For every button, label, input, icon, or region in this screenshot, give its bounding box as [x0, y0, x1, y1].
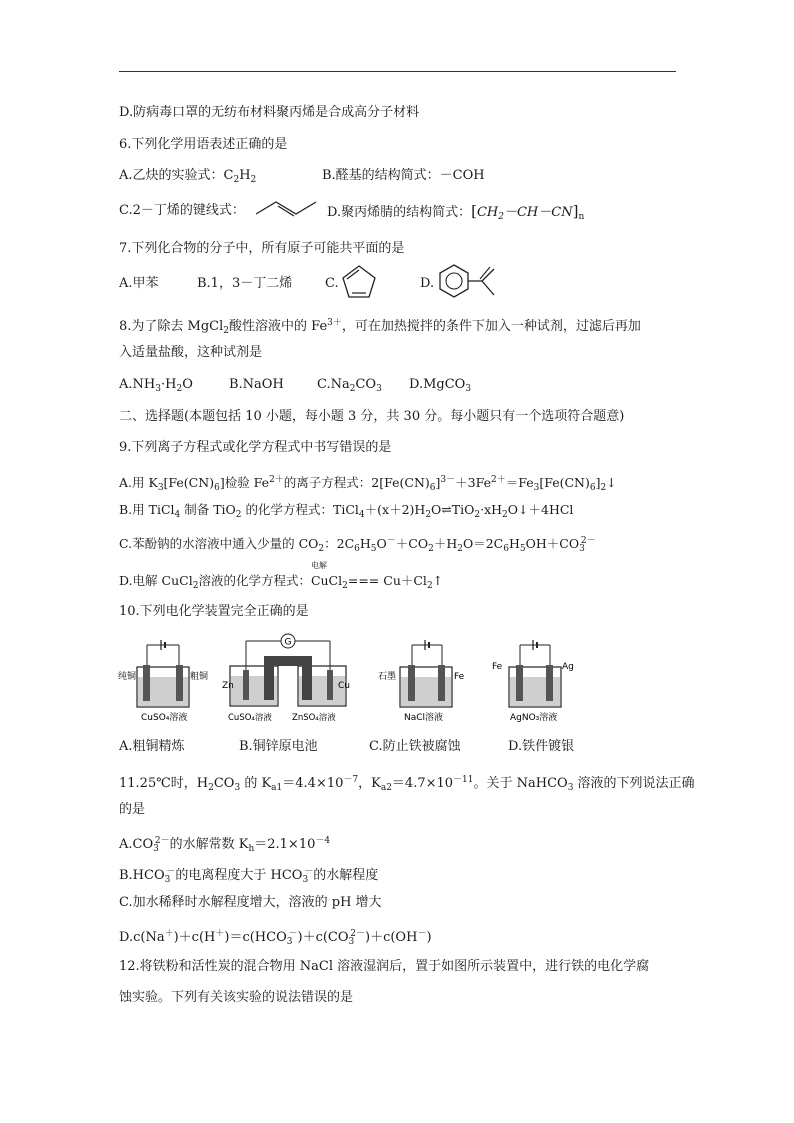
q8-option-a: $A.NH_3\cdot H_2O$: [119, 377, 193, 394]
fig-b-left-label: Zn: [222, 681, 234, 691]
q10-option-c: C.防止铁被腐蚀: [369, 739, 461, 754]
q12-stem-line1: 12.将铁粉和活性炭的混合物用 NaCl 溶液湿润后，置于如图所示装置中，进行铁的电化学腐: [119, 959, 650, 974]
q6-option-a: A.乙炔的实验式：$C_2H_2$: [119, 168, 257, 185]
fig-d-right-label: Ag: [562, 662, 574, 672]
q8-option-b: B.NaOH: [229, 377, 284, 392]
figure-b-zinc-copper-cell: [222, 630, 354, 725]
q8-option-c: $C.Na_2CO_3$: [317, 377, 382, 394]
figure-d-silver-plating: [490, 635, 582, 725]
q8-stem-line1: 8.为了除去 MgCl$_2$酸性溶液中的 $Fe^{3+}$，可在加热搅拌的条件下加入一种试剂，过滤后再加: [119, 318, 641, 336]
q5-option-d: D.防病毒口罩的无纺布材料聚丙烯是合成高分子材料: [119, 105, 420, 120]
fig-a-left-label: 纯铜: [118, 672, 137, 682]
q6-stem: 6.下列化学用语表述正确的是: [119, 137, 288, 152]
figure-c-iron-protection: [376, 635, 470, 725]
q9-option-b: B.用 TiCl$_4$ 制备 TiO$_2$ 的化学方程式：$TiCl_4+(x+2)H_2O\rightleftharpoons TiO_2\cdot xH_2O↓+4HCl$: [119, 502, 574, 520]
q11-stem-line2: 的是: [119, 802, 146, 817]
2-butene-skeletal-formula: [254, 196, 324, 218]
q11-option-b: $B.HCO_3^-$的电离程度大于 $HCO_3^-$的水解程度: [119, 867, 379, 885]
fig-d-solution-label: AgNO₃溶液: [510, 713, 558, 723]
q7-option-a: A.甲苯: [119, 276, 159, 291]
section-2-title: 二、选择题(本题包括 10 小题，每小题 3 分，共 30 分。每小题只有一个选项符合题意): [119, 409, 625, 424]
q9-option-a: A.用 $K_3[Fe(CN)_6]$检验 $Fe^{2+}$的离子方程式：$2[Fe(CN)_6]^{3-}+3Fe^{2+}=Fe_3[Fe(CN)_6]_2↓$: [119, 475, 617, 493]
q9-option-d: D.电解 CuCl$_2$溶液的化学方程式：CuCl$_2$=== $Cu+Cl_2↑$: [119, 573, 444, 591]
fig-c-left-label: 石墨: [378, 672, 397, 682]
q7-option-b: B.1，3－丁二烯: [197, 276, 293, 291]
fig-c-solution-label: NaCl溶液: [404, 713, 444, 723]
galvanometer-label: G: [284, 637, 292, 648]
q6-option-d: D.聚丙烯腈的结构简式：$[CH_2-CH-CN]_n$: [327, 202, 585, 222]
q12-stem-line2: 蚀实验。下列有关该实验的说法错误的是: [119, 990, 354, 1005]
q8-option-d: D.MgCO$_3$: [409, 377, 472, 394]
alpha-methylstyrene-structure: [436, 259, 500, 303]
q8-stem-line2: 入适量盐酸，这种试剂是: [119, 345, 263, 360]
q7-option-c: C.: [325, 276, 339, 291]
q9-option-c: C.苯酚钠的水溶液中通入少量的 $CO_2$：$2C_6H_5O^-+CO_2+H_2O=2C_6H_5OH+CO_3^{2-}$: [119, 536, 596, 554]
header-rule: [119, 71, 676, 72]
fig-d-left-label: Fe: [492, 662, 503, 672]
q11-option-d: $D.c(Na^+)+c(H^+)=c(HCO_3^-)+c(CO_3^{2-})+c(OH^-)$: [119, 929, 432, 947]
fig-a-right-label: 粗铜: [190, 672, 209, 682]
q10-option-a: A.粗铜精炼: [119, 739, 185, 754]
q10-stem: 10.下列电化学装置完全正确的是: [119, 604, 309, 619]
fig-c-right-label: Fe: [454, 672, 465, 682]
cyclopentadiene-structure: [339, 262, 379, 302]
figure-a-copper-refining: [117, 635, 209, 725]
q11-stem-line1: 11.25℃时，$H_2CO_3$ 的 $K_{a1}=4.4\times 10^{-7}$，$K_{a2}=4.7\times 10^{-11}$。关于 NaHCO$_3$ 溶液的下列说法正确: [119, 775, 695, 793]
q10-option-b: B.铜锌原电池: [239, 739, 318, 754]
salt-bridge-label: 盐桥: [280, 673, 299, 683]
q7-option-d: D.: [420, 276, 435, 291]
q9-stem: 9.下列离子方程式或化学方程式中书写错误的是: [119, 440, 392, 455]
q7-stem: 7.下列化合物的分子中，所有原子可能共平面的是: [119, 241, 405, 256]
fig-b-solution2-label: ZnSO₄溶液: [292, 713, 336, 723]
fig-b-right-label: Cu: [338, 681, 350, 691]
fig-a-solution-label: CuSO₄溶液: [141, 713, 188, 723]
q11-option-a: $A.CO_3^{2-}$的水解常数 $K_h=2.1\times 10^{-4}$: [119, 836, 331, 854]
q6-option-b: B.醛基的结构简式：－COH: [322, 168, 485, 183]
q6-option-c: C.2－丁烯的键线式：: [119, 203, 245, 218]
electrolysis-condition-label: 电解: [311, 561, 327, 570]
fig-b-solution1-label: CuSO₄溶液: [228, 713, 272, 723]
q11-option-c: C.加水稀释时水解程度增大，溶液的 pH 增大: [119, 895, 382, 910]
q10-option-d: D.铁件镀银: [508, 739, 575, 754]
